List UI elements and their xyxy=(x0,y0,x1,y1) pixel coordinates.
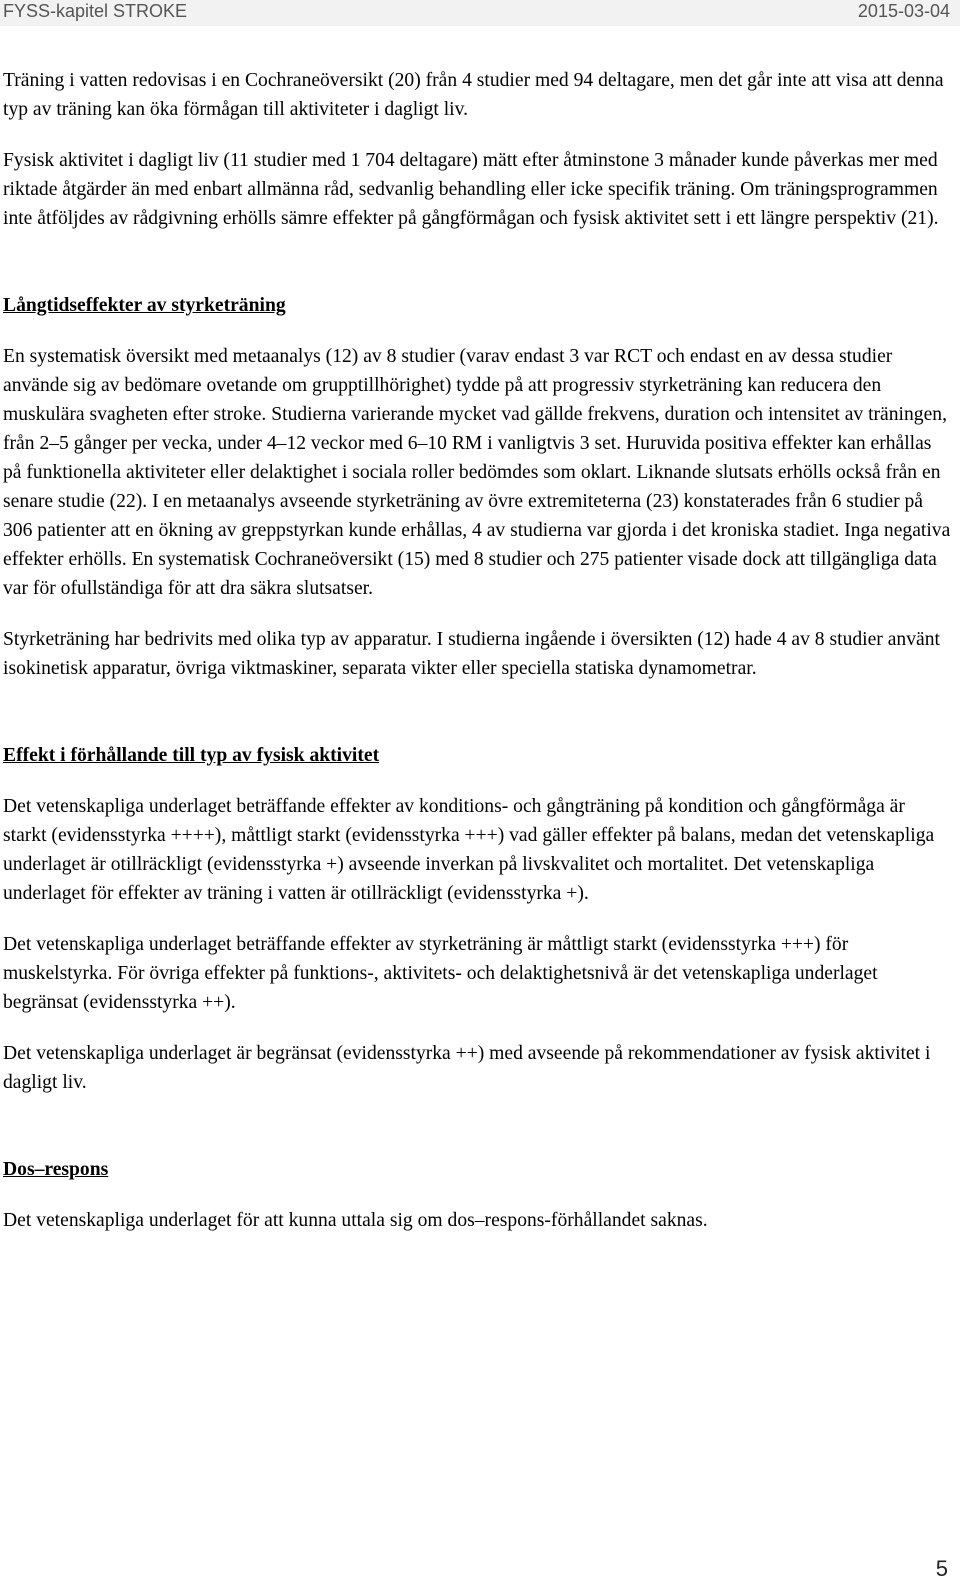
dose-paragraph-1: Det vetenskapliga underlaget för att kunna uttala sig om dos–respons-förhållandet saknas. xyxy=(3,1210,708,1231)
intro-paragraph-2: Fysisk aktivitet i dagligt liv (11 studier med 1 704 deltagare) mätt efter åtminstone 3 månader kunde påverkas mer med riktade åtgärder än med enbart allmänna råd, sedvanlig behandling eller icke specifik träning. Om träningsprogrammen inte åtföljdes av rådgivning erhölls sämre effekter på gångförmågan och fysisk aktivitet sett i ett längre perspektiv (21). xyxy=(3,150,939,229)
heading-strength-training: Långtidseffekter av styrketräning xyxy=(3,295,286,316)
heading-effect-by-activity-type: Effekt i förhållande till typ av fysisk aktivitet xyxy=(3,745,380,766)
page-header xyxy=(0,0,960,26)
page-number: 5 xyxy=(935,1556,948,1581)
section-spacer xyxy=(3,255,953,291)
intro-paragraph-1: Träning i vatten redovisas i en Cochraneöversikt (20) från 4 studier med 94 deltagare, men det går inte att visa att denna typ av träning kan öka förmågan till aktiviteter i dagligt liv. xyxy=(3,70,944,120)
effect-paragraph-1: Det vetenskapliga underlaget beträffande effekter av konditions- och gångträning på kondition och gångförmåga är starkt (evidensstyrka ++++), måttligt starkt (evidensstyrka +++) vad gäller effekter på balans, medan det vetenskapliga underlaget är otillräckligt (evidensstyrka +) avseende inverkan på livskvalitet och mortalitet. Det vetenskapliga underlaget för effekter av träning i vatten är otillräckligt (evidensstyrka +). xyxy=(3,796,935,904)
document-body xyxy=(3,66,953,1257)
header-date: 2015-03-04 xyxy=(857,1,950,21)
section-spacer xyxy=(3,705,953,741)
heading-dose-response: Dos–respons xyxy=(3,1159,109,1180)
section-spacer xyxy=(3,1119,953,1155)
effect-paragraph-2: Det vetenskapliga underlaget beträffande effekter av styrketräning är måttligt starkt (evidensstyrka +++) för muskelstyrka. För övriga effekter på funktions-, aktivitets- och delaktighetsnivå är det vetenskapliga underlaget begränsat (evidensstyrka ++). xyxy=(3,934,878,1013)
effect-paragraph-3: Det vetenskapliga underlaget är begränsat (evidensstyrka ++) med avseende på rekommendationer av fysisk aktivitet i dagligt liv. xyxy=(3,1043,931,1093)
strength-paragraph-1: En systematisk översikt med metaanalys (12) av 8 studier (varav endast 3 var RCT och endast en av dessa studier använde sig av bedömare ovetande om grupptillhörighet) tydde på att progressiv styrketräning kan reducera den muskulära svagheten efter stroke. Studierna varierande mycket vad gällde frekvens, duration och intensitet av träningen, från 2–5 gånger per vecka, under 4–12 veckor med 6–10 RM i vanligtvis 3 set. Huruvida positiva effekter kan erhållas på funktionella aktiviteter eller delaktighet i sociala roller bedömdes som oklart. Liknande slutsats erhölls också från en senare studie (22). I en metaanalys avseende styrketräning av övre extremiteterna (23) konstaterades från 6 studier på 306 patienter att en ökning av greppstyrkan kunde erhållas, 4 av studierna var gjorda i det kroniska stadiet. Inga negativa effekter erhölls. En systematisk Cochraneöversikt (15) med 8 studier och 275 patienter visade dock att tillgängliga data var för ofullständiga för att dra säkra slutsatser. xyxy=(3,346,951,599)
header-document-title: FYSS-kapitel STROKE xyxy=(3,1,188,21)
strength-paragraph-2: Styrketräning har bedrivits med olika typ av apparatur. I studierna ingående i översikten (12) hade 4 av 8 studier använt isokinetisk apparatur, övriga viktmaskiner, separata vikter eller speciella statiska dynamometrar. xyxy=(3,629,940,679)
